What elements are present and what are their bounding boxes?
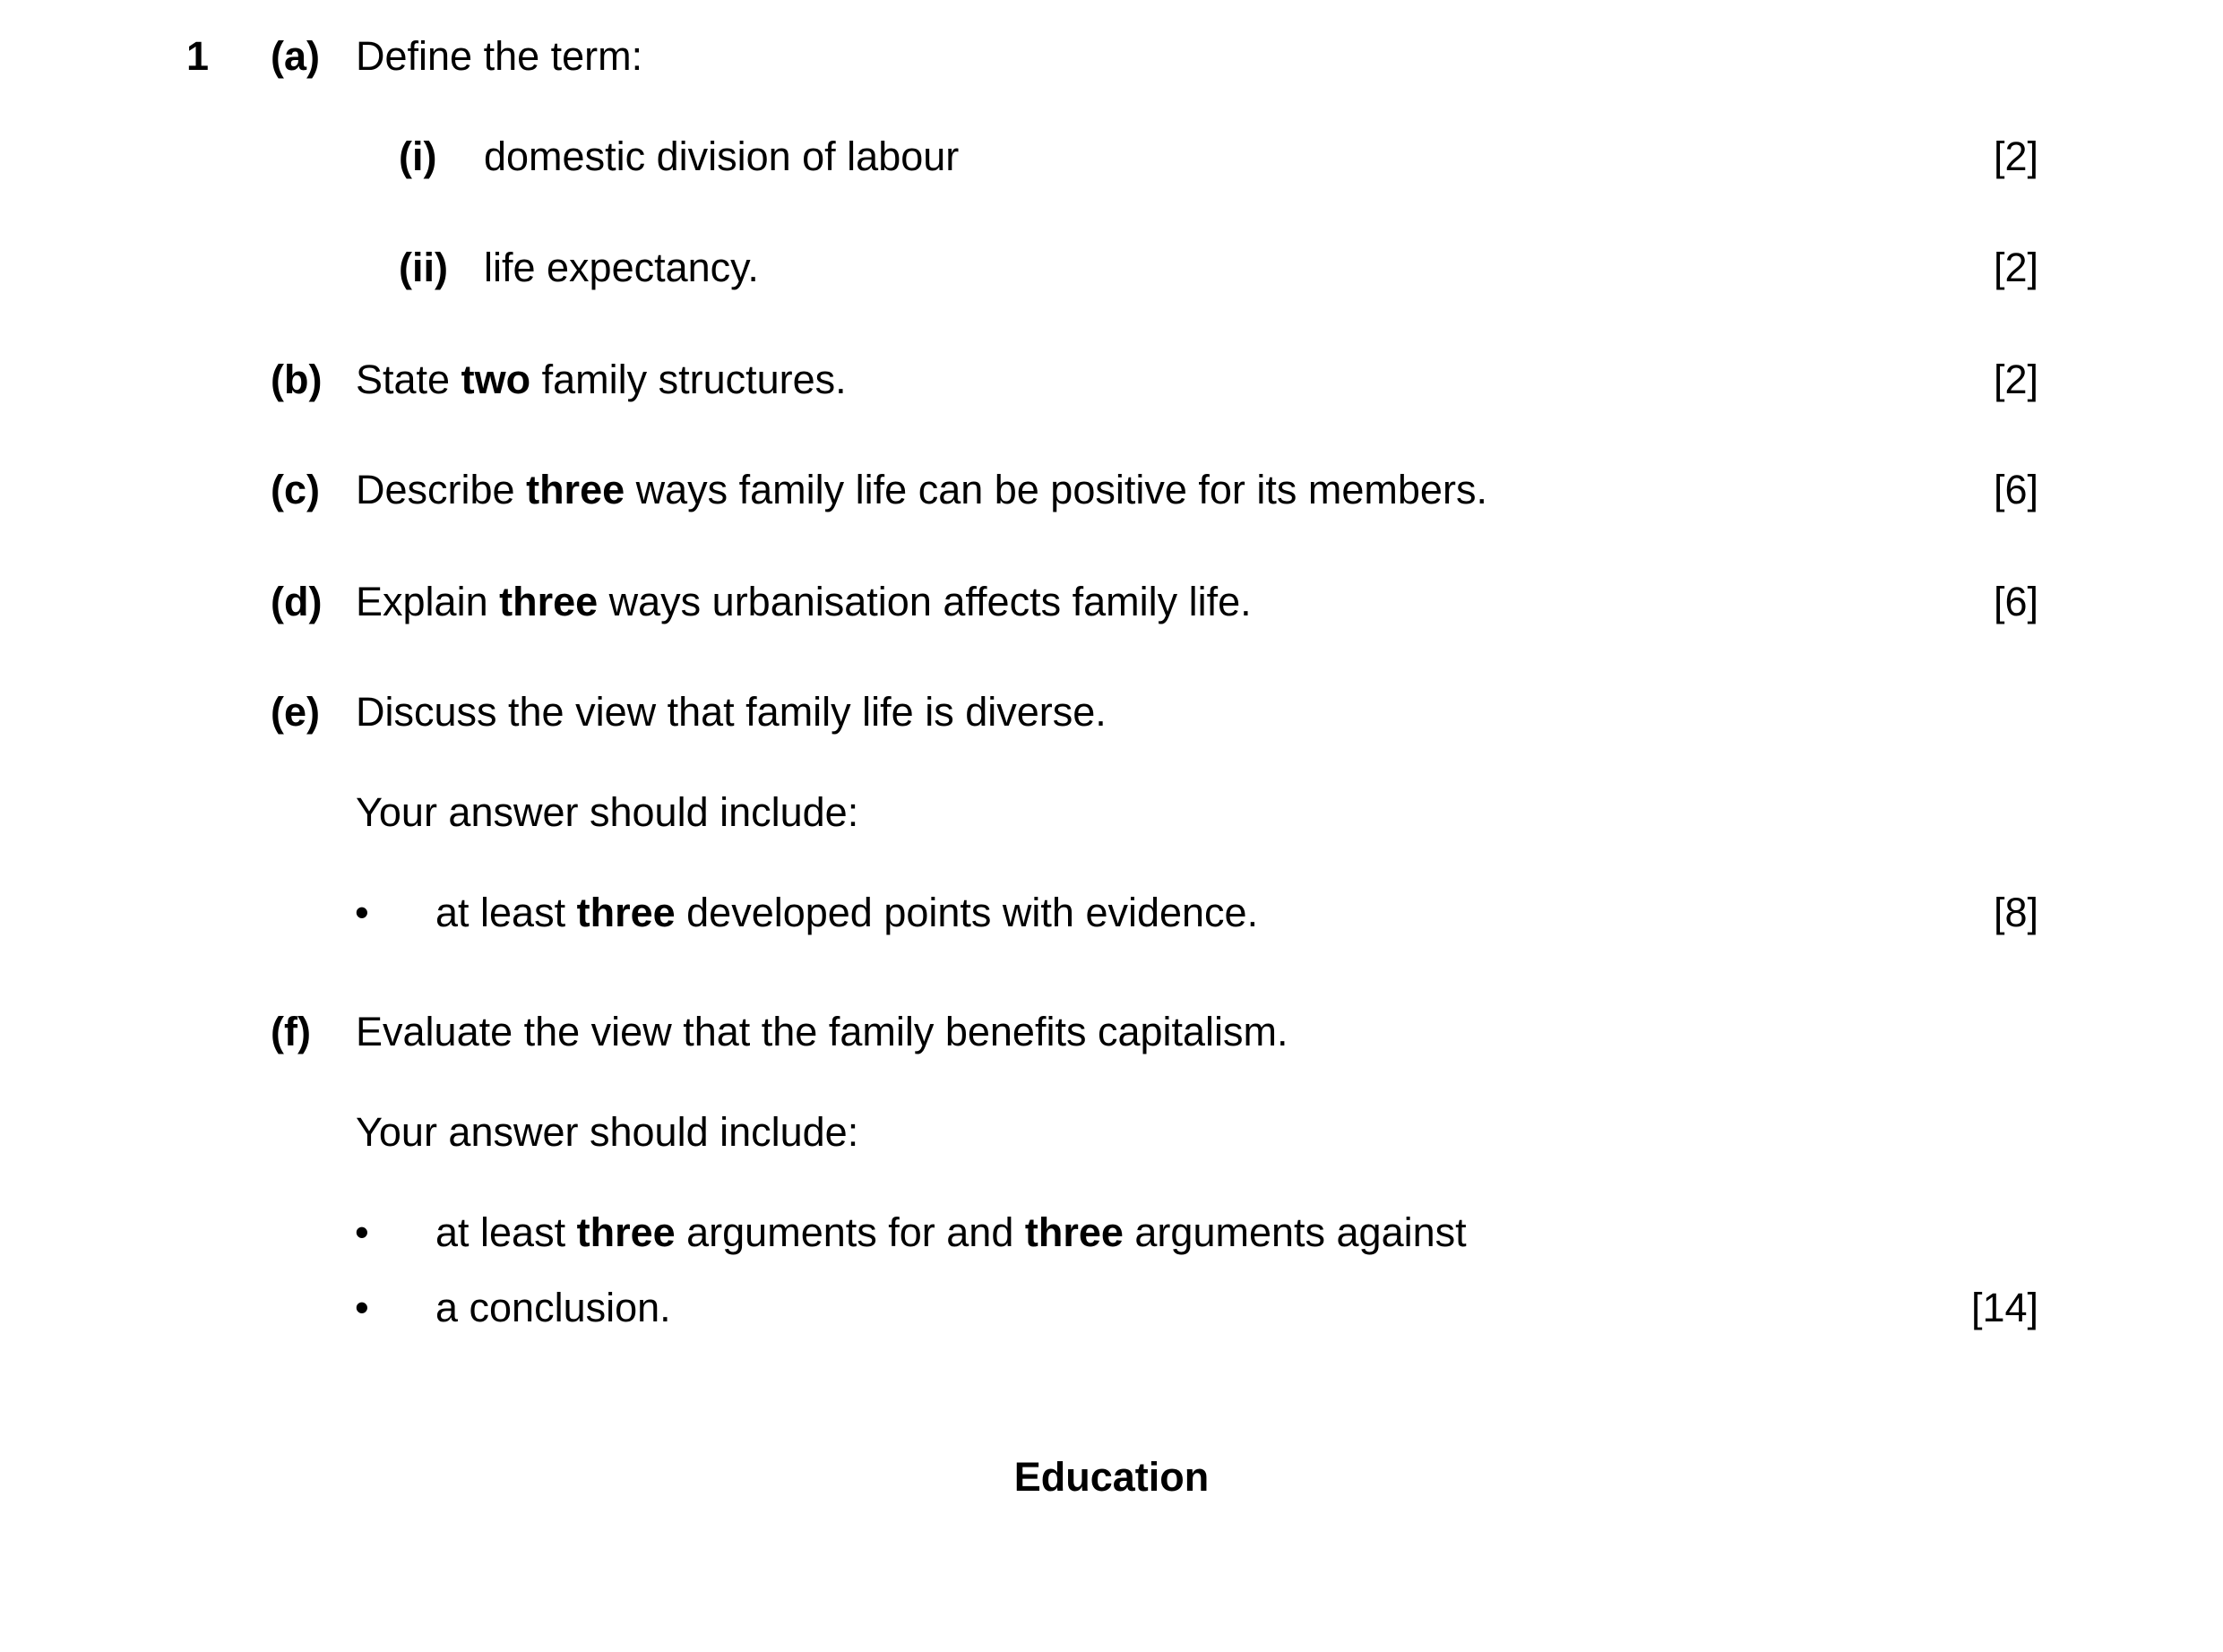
part-c-text: Describe three ways family life can be positive for its members. (356, 467, 1487, 512)
part-a-label: (a) (271, 33, 320, 79)
part-b-row (0, 348, 2223, 411)
part-d-marks: [6] (1993, 579, 2038, 624)
part-d-row (0, 571, 2223, 633)
part-b-label: (b) (271, 357, 323, 402)
subpart-i-text: domestic division of labour (484, 133, 960, 179)
part-c-marks: [6] (1993, 467, 2038, 512)
subpart-ii-text: life expectancy. (484, 245, 759, 290)
part-e-text: Discuss the view that family life is diverse. (356, 689, 1107, 735)
subpart-ii-marks: [2] (1993, 245, 2038, 290)
part-c-row (0, 459, 2223, 521)
part-f-row (0, 1001, 2223, 1063)
part-f-bullet-2-text: a conclusion. (435, 1285, 671, 1330)
question-number: 1 (186, 33, 210, 79)
part-b-text: State two family structures. (356, 357, 847, 402)
part-f-marks: [14] (1970, 1285, 2038, 1330)
part-f-label: (f) (271, 1009, 311, 1054)
part-f-text: Evaluate the view that the family benefits capitalism. (356, 1009, 1288, 1054)
question-1a-row (0, 25, 2223, 88)
part-a-text: Define the term: (356, 33, 643, 79)
bullet-icon: • (355, 890, 369, 935)
part-c-label: (c) (271, 467, 320, 512)
subpart-i-row (0, 125, 2223, 188)
part-e-bullet-text: at least three developed points with evidence. (435, 890, 1259, 935)
part-e-label: (e) (271, 689, 320, 735)
part-e-instruction-row (0, 781, 2223, 844)
part-f-bullet-1-row (0, 1201, 2223, 1264)
bullet-icon: • (355, 1209, 369, 1255)
part-e-marks: [8] (1993, 890, 2038, 935)
section-heading: Education (1013, 1454, 1210, 1500)
part-f-instruction-row (0, 1101, 2223, 1164)
subpart-ii-label: (ii) (399, 245, 448, 290)
part-e-instruction: Your answer should include: (356, 789, 859, 835)
part-e-bullet-row (0, 882, 2223, 944)
bullet-icon: • (355, 1285, 369, 1330)
part-d-label: (d) (271, 579, 323, 624)
part-f-bullet-2-row (0, 1277, 2223, 1339)
part-d-text: Explain three ways urbanisation affects family life. (356, 579, 1252, 624)
subpart-i-label: (i) (399, 133, 437, 179)
part-f-bullet-1-text: at least three arguments for and three arguments against (435, 1209, 1467, 1255)
part-e-row (0, 681, 2223, 744)
subpart-i-marks: [2] (1993, 133, 2038, 179)
part-b-marks: [2] (1993, 357, 2038, 402)
part-f-instruction: Your answer should include: (356, 1109, 859, 1155)
subpart-ii-row (0, 237, 2223, 299)
